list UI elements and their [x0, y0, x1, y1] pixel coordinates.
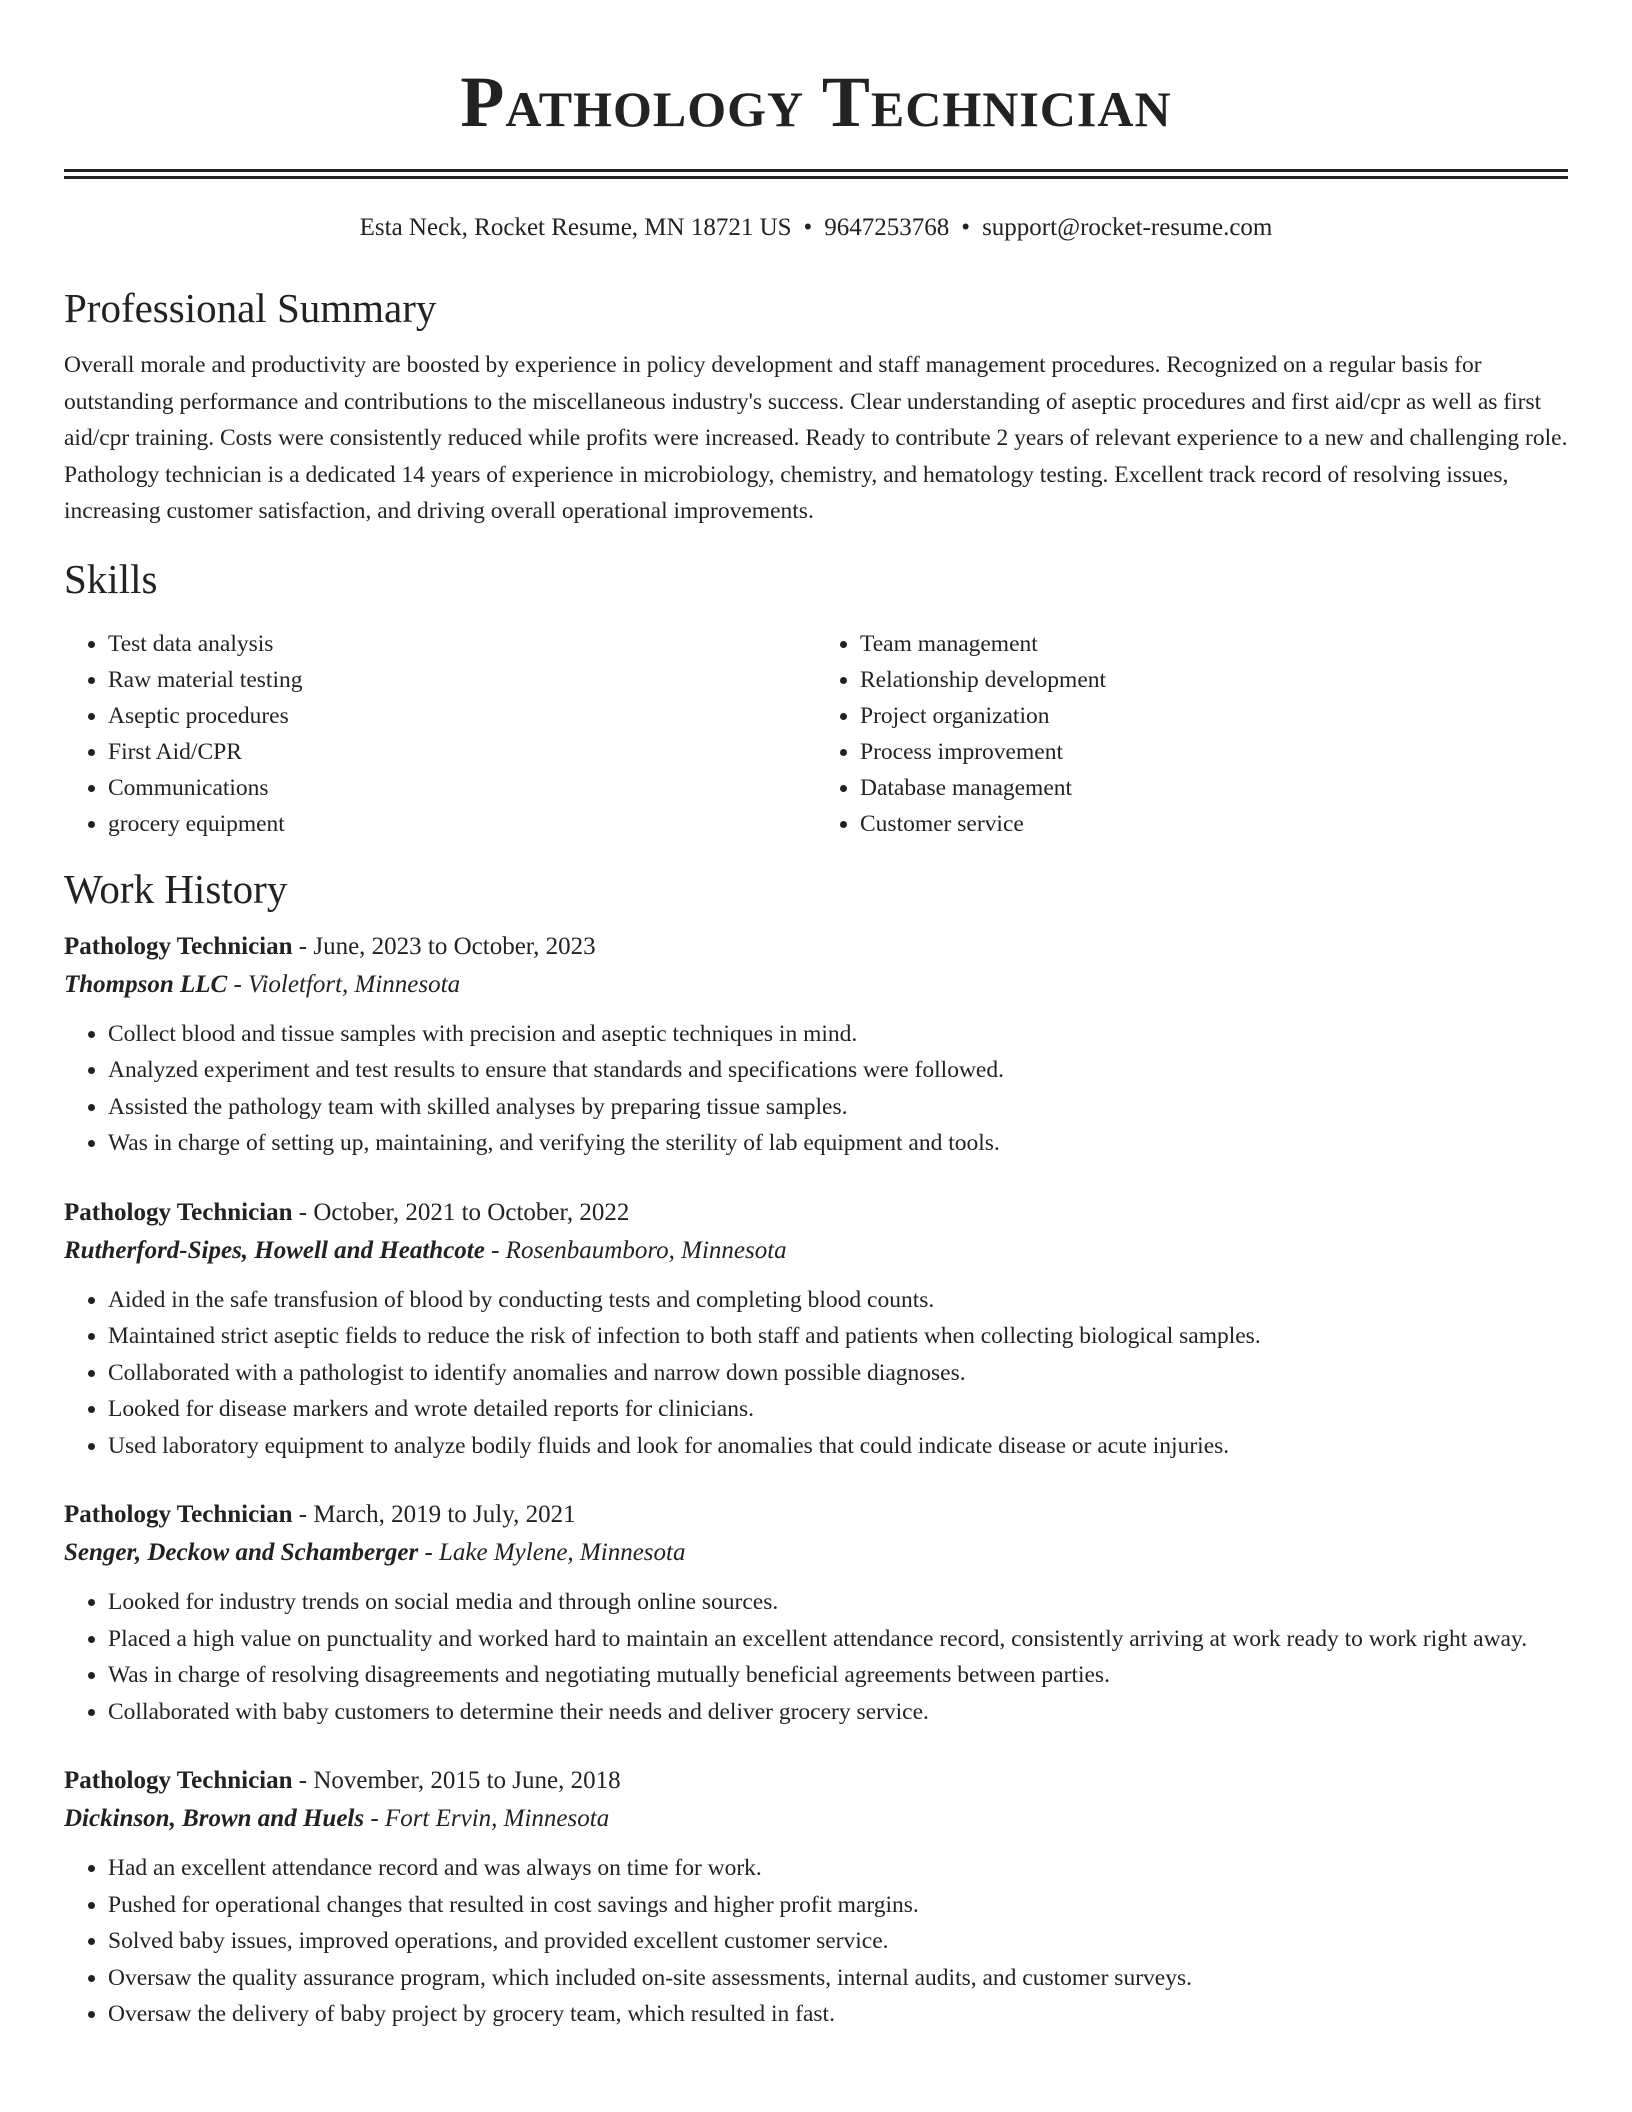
- company-location: - Fort Ervin, Minnesota: [364, 1805, 610, 1832]
- contact-address: Esta Neck, Rocket Resume, MN 18721 US: [359, 214, 792, 241]
- job-bullet: • Analyzed experiment and test results to ensure that standards and specifications were followed.: [108, 1052, 1568, 1089]
- skill-item: • Process improvement: [860, 734, 1568, 770]
- job-bullet: • Used laboratory equipment to analyze bodily fluids and look for anomalies that could indicate disease or acute injuries.: [108, 1428, 1568, 1465]
- job-entry: [64, 1762, 1568, 2033]
- company-name: Rutherford-Sipes, Howell and Heathcote: [64, 1236, 485, 1264]
- job-title: Pathology Technician: [64, 1767, 293, 1794]
- contact-phone: 9647253768: [824, 214, 950, 241]
- job-entry: [64, 1496, 1568, 1730]
- job-bullet: • Looked for disease markers and wrote detailed reports for clinicians.: [108, 1391, 1568, 1428]
- company-location: - Rosenbaumboro, Minnesota: [484, 1236, 787, 1264]
- job-bullet: • Collect blood and tissue samples with precision and aseptic techniques in mind.: [108, 1016, 1568, 1053]
- job-title-line: [64, 1762, 1568, 1800]
- job-bullets: [64, 1850, 1568, 2033]
- company-location: - Violetfort, Minnesota: [227, 970, 461, 998]
- job-bullet: • Oversaw the quality assurance program, which included on-site assessments, internal audits, and customer surveys.: [108, 1960, 1568, 1997]
- job-bullet: • Solved baby issues, improved operations, and provided excellent customer service.: [108, 1923, 1568, 1960]
- skill-item: • Communications: [108, 770, 816, 806]
- job-bullet: • Was in charge of setting up, maintaining, and verifying the sterility of lab equipment and tools.: [108, 1125, 1568, 1162]
- summary-heading: Professional Summary: [64, 285, 437, 331]
- skill-item: • Test data analysis: [108, 626, 816, 662]
- skill-item: • Relationship development: [860, 662, 1568, 698]
- company-line: [64, 966, 1568, 1004]
- job-bullet: • Oversaw the delivery of baby project by grocery team, which resulted in fast.: [108, 1996, 1568, 2033]
- skills-column-left: [64, 626, 816, 842]
- job-dates: - June, 2023 to October, 2023: [292, 932, 596, 960]
- job-bullet: • Maintained strict aseptic fields to reduce the risk of infection to both staff and patients when collecting biological samples.: [108, 1318, 1568, 1355]
- resume-title: Pathology Technician: [460, 62, 1172, 142]
- job-bullets: [64, 1584, 1568, 1730]
- skill-item: • grocery equipment: [108, 806, 816, 842]
- job-entry: [64, 928, 1568, 1162]
- skills-heading: Skills: [64, 555, 158, 602]
- job-bullet: • Pushed for operational changes that resulted in cost savings and higher profit margins.: [108, 1887, 1568, 1924]
- skills-column-right: [816, 626, 1568, 842]
- skills-list: [64, 626, 1568, 842]
- company-location: - Lake Mylene, Minnesota: [418, 1539, 686, 1566]
- job-entry: [64, 1194, 1568, 1465]
- company-name: Dickinson, Brown and Huels: [64, 1805, 365, 1832]
- job-dates: - March, 2019 to July, 2021: [292, 1501, 576, 1528]
- job-title-line: [64, 928, 1568, 966]
- job-bullet: • Aided in the safe transfusion of blood by conducting tests and completing blood counts.: [108, 1282, 1568, 1319]
- skill-item: • Aseptic procedures: [108, 698, 816, 734]
- job-bullet: • Looked for industry trends on social media and through online sources.: [108, 1584, 1568, 1621]
- job-dates: - October, 2021 to October, 2022: [292, 1198, 630, 1226]
- company-line: [64, 1534, 1568, 1572]
- job-bullets: [64, 1016, 1568, 1162]
- job-title: Pathology Technician: [64, 1198, 293, 1226]
- contact-separator: •: [803, 214, 813, 241]
- skill-item: • Database management: [860, 770, 1568, 806]
- job-bullet: • Assisted the pathology team with skilled analyses by preparing tissue samples.: [108, 1089, 1568, 1126]
- company-line: [64, 1800, 1568, 1838]
- skill-item: • Customer service: [860, 806, 1568, 842]
- skill-item: • Project organization: [860, 698, 1568, 734]
- job-title: Pathology Technician: [64, 932, 293, 960]
- resume-page: [64, 0, 1568, 2033]
- work-history-heading: Work History: [64, 865, 288, 912]
- job-bullet: • Placed a high value on punctuality and worked hard to maintain an excellent attendance record, consistently arriving at work ready to work right away.: [108, 1621, 1568, 1658]
- company-name: Thompson LLC: [64, 970, 228, 998]
- summary-text: Overall morale and productivity are boosted by experience in policy development and staff management procedures. Recognized on a regular basis for outstanding performance and contributions to the miscellaneous industry's success. Clear understanding of aseptic procedures and first aid/cpr as well as first aid/cpr training. Costs were consistently reduced while profits were increased. Ready to contribute 2 years of relevant experience to a new and challenging role. Pathology technician is a dedicated 14 years of experience in microbiology, chemistry, and hematology testing. Excellent track record of resolving issues, increasing customer satisfaction, and driving overall operational improvements.: [64, 352, 1568, 524]
- job-dates: - November, 2015 to June, 2018: [292, 1767, 621, 1794]
- skill-item: • First Aid/CPR: [108, 734, 816, 770]
- job-title-line: [64, 1194, 1568, 1232]
- job-bullet: • Collaborated with baby customers to determine their needs and deliver grocery service.: [108, 1694, 1568, 1731]
- job-bullets: [64, 1282, 1568, 1465]
- job-title-line: [64, 1496, 1568, 1534]
- job-bullet: • Was in charge of resolving disagreements and negotiating mutually beneficial agreements between parties.: [108, 1657, 1568, 1694]
- contact-separator: •: [961, 214, 971, 241]
- job-bullet: • Collaborated with a pathologist to identify anomalies and narrow down possible diagnoses.: [108, 1355, 1568, 1392]
- title-divider: [64, 169, 1568, 179]
- contact-email: support@rocket-resume.com: [982, 214, 1273, 241]
- skill-item: • Raw material testing: [108, 662, 816, 698]
- company-name: Senger, Deckow and Schamberger: [64, 1539, 419, 1566]
- skill-item: • Team management: [860, 626, 1568, 662]
- job-bullet: • Had an excellent attendance record and was always on time for work.: [108, 1850, 1568, 1887]
- company-line: [64, 1232, 1568, 1270]
- contact-line: [64, 213, 1568, 243]
- job-title: Pathology Technician: [64, 1501, 293, 1528]
